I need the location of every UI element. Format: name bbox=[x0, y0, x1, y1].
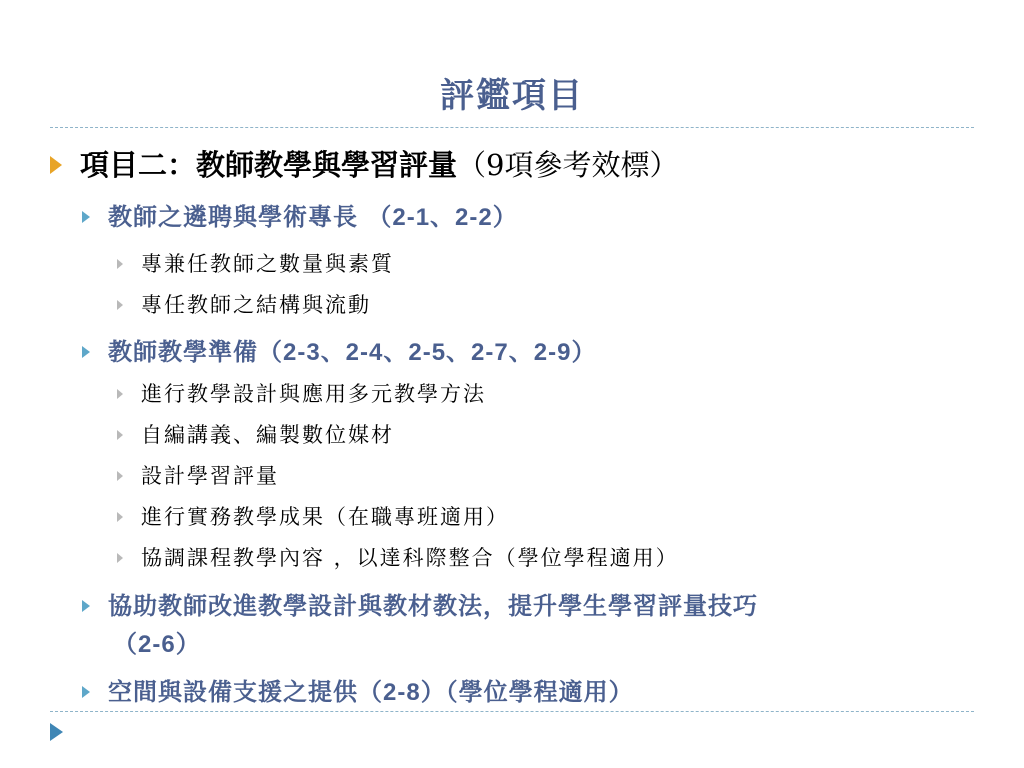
group-heading bbox=[108, 336, 596, 369]
footer-divider bbox=[50, 711, 974, 712]
group-heading-close: ）（學位學程適用） bbox=[420, 677, 634, 706]
level2-bullet-icon bbox=[82, 211, 90, 223]
level2-bullet-icon bbox=[82, 600, 90, 612]
level3-bullet-icon bbox=[117, 389, 123, 399]
level3-bullet-icon bbox=[117, 553, 123, 563]
level1-bullet-icon bbox=[50, 156, 62, 174]
group-heading-close: ） bbox=[571, 337, 597, 366]
list-item: 協調課程教學內容 ，以達科際整合（學位學程適用） bbox=[141, 546, 679, 570]
group-heading-codes: 2-1、2-2 bbox=[392, 204, 493, 231]
group-heading-close: ） bbox=[492, 202, 518, 231]
level3-bullet-icon bbox=[117, 259, 123, 269]
group-heading: 協助教師改進教學設計與教材教法，提升學生學習評量技巧 bbox=[108, 591, 758, 620]
list-item: 進行實務教學成果（在職專班適用） bbox=[141, 505, 509, 529]
list-item: 自編講義、編製數位媒材 bbox=[141, 423, 394, 447]
level3-bullet-icon bbox=[117, 512, 123, 522]
group-heading bbox=[108, 676, 634, 709]
list-item: 專兼任教師之數量與素質 bbox=[141, 252, 394, 276]
group-heading-open: （ bbox=[113, 629, 138, 658]
level3-bullet-icon bbox=[117, 300, 123, 310]
slide-title: 評鑑項目 bbox=[440, 76, 584, 116]
group-heading-codes: 2-8 bbox=[383, 679, 421, 706]
group-heading-text: 教師之遴聘與學術專長 （ bbox=[108, 202, 393, 231]
group-heading-text: 教師教學準備（ bbox=[108, 337, 283, 366]
level2-bullet-icon bbox=[82, 346, 90, 358]
group-heading-continuation bbox=[113, 628, 201, 661]
list-item: 設計學習評量 bbox=[141, 464, 279, 488]
group-heading-codes: 2-6 bbox=[138, 631, 176, 658]
level2-bullet-icon bbox=[82, 686, 90, 698]
list-item: 專任教師之結構與流動 bbox=[141, 293, 371, 317]
main-item bbox=[80, 147, 678, 183]
group-heading-close: ） bbox=[175, 629, 201, 658]
title-divider bbox=[50, 127, 974, 128]
list-item: 進行教學設計與應用多元教學方法 bbox=[141, 382, 486, 406]
level3-bullet-icon bbox=[117, 430, 123, 440]
play-arrow-icon bbox=[50, 723, 63, 741]
group-heading-text: 空間與設備支援之提供（ bbox=[108, 677, 383, 706]
group-heading-codes: 2-3、2-4、2-5、2-7、2-9 bbox=[283, 339, 572, 366]
main-item-heading: 項目二：教師教學與學習評量 bbox=[80, 148, 458, 182]
level3-bullet-icon bbox=[117, 471, 123, 481]
group-heading bbox=[108, 201, 518, 234]
main-item-criteria-count: （9項參考效標） bbox=[457, 148, 679, 182]
